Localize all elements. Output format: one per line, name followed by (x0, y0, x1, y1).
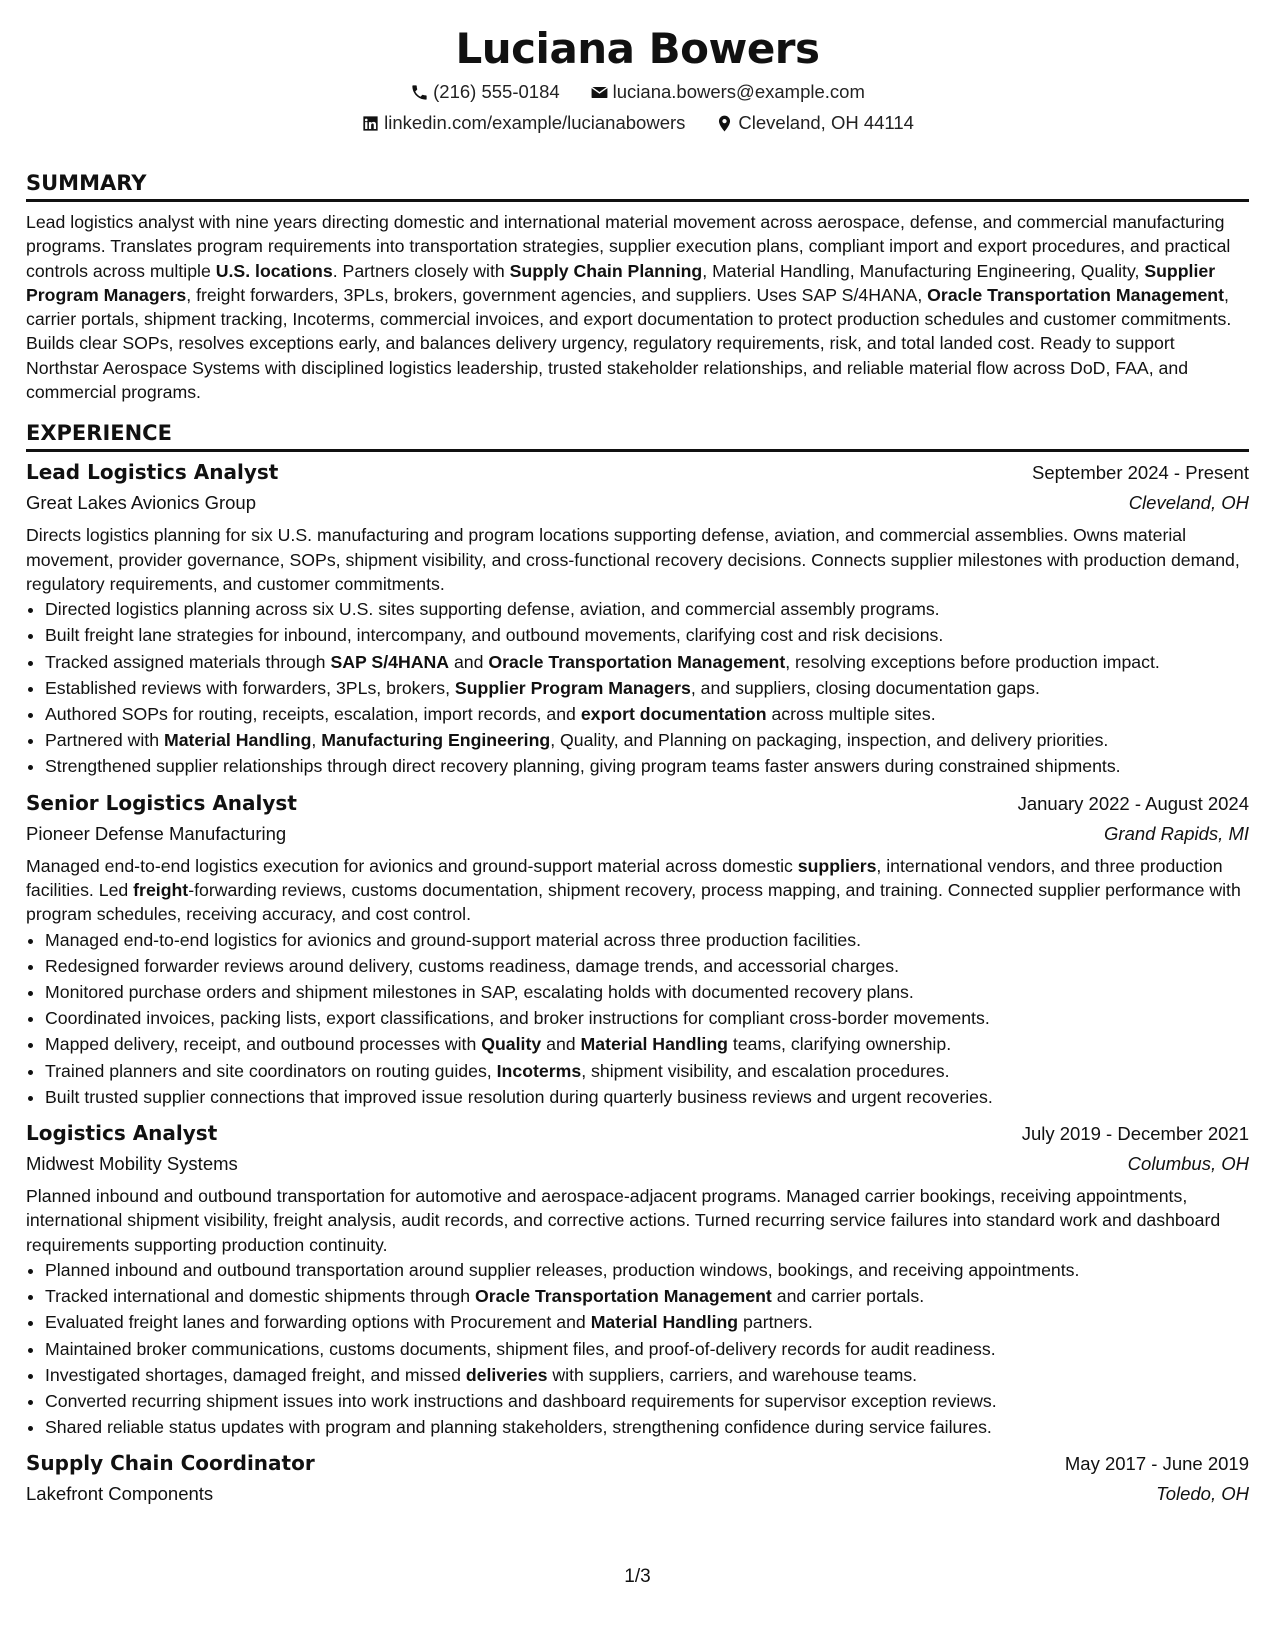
text-run: , and suppliers, closing documentation gaps. (690, 677, 1040, 698)
job-location: Cleveland, OH (1128, 492, 1249, 514)
bold-keyword: Material Handling (580, 1034, 728, 1055)
bold-keyword: Incoterms (496, 1060, 582, 1081)
location-contact (715, 112, 914, 134)
linkedin-icon (361, 114, 380, 133)
job-bullets (26, 1257, 1249, 1440)
text-run: Directed logistics planning across six U.S. sites supporting defense, aviation, and commercial assembly programs. (45, 599, 940, 620)
job-location: Grand Rapids, MI (1104, 822, 1249, 844)
company-name: Midwest Mobility Systems (26, 1153, 238, 1174)
text-run: Partnered with (45, 730, 164, 751)
text-run: Established reviews with forwarders, 3PLs, brokers, (45, 677, 455, 698)
bullet-item (45, 1058, 1249, 1084)
text-run: Evaluated freight lanes and forwarding options with Procurement and (45, 1312, 591, 1333)
bold-keyword: export documentation (580, 704, 767, 725)
text-run: Tracked assigned materials through (45, 651, 331, 672)
text-run: Managed end-to-end logistics execution for avionics and ground-support material across domestic (26, 855, 798, 876)
candidate-name: Luciana Bowers (455, 24, 820, 73)
text-run: Shared reliable status updates with program and planning stakeholders, strengthening confidence during service failures. (45, 1417, 992, 1438)
text-run: Redesigned forwarder reviews around delivery, customs readiness, damage trends, and accessorial charges. (45, 955, 900, 976)
bullet-item (45, 727, 1249, 753)
text-run: partners. (738, 1312, 813, 1333)
bold-keyword: Supply Chain Planning (509, 260, 703, 281)
text-run: , resolving exceptions before production impact. (785, 651, 1160, 672)
job-subheader (26, 1149, 1249, 1179)
bold-keyword: U.S. locations (215, 260, 333, 281)
bullet-item (45, 927, 1249, 953)
job-title: Supply Chain Coordinator (26, 1451, 315, 1476)
job-dates: January 2022 - August 2024 (1017, 792, 1249, 814)
envelope-icon (590, 83, 609, 102)
phone-icon (410, 83, 429, 102)
bullet-item (45, 622, 1249, 648)
job-subheader (26, 1479, 1249, 1509)
bold-keyword: Oracle Transportation Management (488, 651, 786, 672)
email-contact[interactable] (590, 81, 865, 103)
job-location: Toledo, OH (1156, 1483, 1249, 1505)
map-pin-icon (715, 114, 734, 133)
bold-keyword: Quality (481, 1034, 542, 1055)
text-run: , Quality, and Planning on packaging, inspection, and delivery priorities. (550, 730, 1109, 751)
text-run: , freight forwarders, 3PLs, brokers, government agencies, and suppliers. Uses SAP S/4HANA, (186, 284, 928, 305)
text-run: Tracked international and domestic shipments through (45, 1286, 475, 1307)
text-run: and carrier portals. (771, 1286, 925, 1307)
bullet-item (45, 1257, 1249, 1283)
text-run: and (449, 651, 489, 672)
job-entry (26, 788, 1249, 1110)
job-bullets (26, 927, 1249, 1110)
email-text[interactable]: luciana.bowers@example.com (612, 81, 865, 102)
text-run: Authored SOPs for routing, receipts, escalation, import records, and (45, 704, 581, 725)
text-run: Converted recurring shipment issues into work instructions and dashboard requirements for supervisor exception reviews. (45, 1390, 997, 1411)
bold-keyword: Supplier Program Managers (26, 260, 1216, 305)
job-header (26, 1118, 1249, 1149)
bullet-item (45, 675, 1249, 701)
bullet-item (45, 953, 1249, 979)
text-run: Built freight lane strategies for inbound, intercompany, and outbound movements, clarifying cost and risk decisions. (45, 625, 944, 646)
text-run: teams, clarifying ownership. (727, 1034, 952, 1055)
location-text: Cleveland, OH 44114 (738, 112, 914, 133)
text-run: -forwarding reviews, customs documentation, shipment recovery, process mapping, and training. Connected supplier performance with program schedules, receiving accuracy, and cost control. (26, 879, 1241, 925)
bold-keyword: suppliers (797, 855, 877, 876)
contact-row-2 (26, 112, 1249, 134)
bold-keyword: Material Handling (163, 730, 312, 751)
text-run: Investigated shortages, damaged freight, and missed (45, 1364, 466, 1385)
linkedin-contact[interactable] (361, 112, 685, 134)
phone-text: (216) 555-0184 (433, 81, 560, 102)
bullet-item (45, 1283, 1249, 1309)
bold-keyword: Oracle Transportation Management (927, 284, 1224, 305)
bullet-item (45, 979, 1249, 1005)
bullet-item (45, 596, 1249, 622)
bullet-item (45, 1084, 1249, 1110)
bullet-item (45, 1005, 1249, 1031)
bold-keyword: freight (133, 879, 189, 900)
bold-keyword: Manufacturing Engineering (321, 730, 551, 751)
text-run: , (311, 730, 322, 751)
text-run: Coordinated invoices, packing lists, export classifications, and broker instructions for compliant cross-border movements. (45, 1008, 990, 1029)
text-run: Trained planners and site coordinators on routing guides, (45, 1060, 497, 1081)
bullet-item (45, 1414, 1249, 1440)
summary-heading: SUMMARY (26, 169, 1249, 202)
bold-keyword: SAP S/4HANA (330, 651, 450, 672)
bullet-item (45, 1309, 1249, 1335)
job-dates: May 2017 - June 2019 (1064, 1453, 1249, 1475)
job-location: Columbus, OH (1127, 1153, 1249, 1174)
job-header (26, 788, 1249, 819)
text-run: Monitored purchase orders and shipment milestones in SAP, escalating holds with documented recovery plans. (45, 981, 914, 1002)
bold-keyword: Material Handling (590, 1312, 739, 1333)
bullet-item (45, 1031, 1249, 1057)
job-header (26, 457, 1249, 488)
text-run: Managed end-to-end logistics for avionics and ground-support material across three production facilities. (45, 929, 862, 950)
job-summary: Planned inbound and outbound transportation for automotive and aerospace-adjacent programs. Managed carrier bookings, receiving appointments, international shipment visibility, freight analysis, audit records, and corrective actions. Turned recurring service failures into standard work and dashboard requirements supporting production continuity. (26, 1186, 1221, 1255)
text-run: Maintained broker communications, customs documents, shipment files, and proof-of-delivery records for audit readiness. (45, 1338, 996, 1359)
bullet-item (45, 1336, 1249, 1362)
text-run: , Material Handling, Manufacturing Engineering, Quality, (702, 260, 1145, 281)
company-name: Great Lakes Avionics Group (26, 492, 257, 514)
job-title: Senior Logistics Analyst (26, 790, 297, 815)
job-dates: September 2024 - Present (1032, 462, 1249, 484)
bullet-item (45, 753, 1249, 779)
job-subheader (26, 488, 1249, 518)
job-summary (26, 854, 1249, 927)
company-name: Lakefront Components (26, 1483, 214, 1505)
company-name: Pioneer Defense Manufacturing (26, 822, 287, 844)
bullet-item (45, 1362, 1249, 1388)
job-header (26, 1448, 1249, 1479)
bold-keyword: deliveries (465, 1364, 548, 1385)
text-run: , carrier portals, shipment tracking, Incoterms, commercial invoices, and export documentation to protect production schedules and customer commitments. Builds clear SOPs, resolves exceptions early, and balances delivery urgency, regulatory requirements, risk, and total landed cost. Ready to support Northstar Aerospace Systems with disciplined logistics leadership, trusted stakeholder relationships, and reliable material flow across DoD, FAA, and commercial programs. (26, 284, 1232, 403)
job-title: Logistics Analyst (26, 1121, 218, 1145)
bullet-item (45, 1388, 1249, 1414)
text-run: across multiple sites. (766, 704, 936, 725)
job-subheader (26, 819, 1249, 849)
text-run: with suppliers, carriers, and warehouse teams. (547, 1364, 918, 1385)
experience-list (26, 457, 1249, 1509)
job-bullets (26, 596, 1249, 779)
text-run: Built trusted supplier connections that improved issue resolution during quarterly business reviews and urgent recoveries. (45, 1086, 993, 1107)
experience-heading: EXPERIENCE (26, 419, 1249, 452)
job-dates: July 2019 - December 2021 (1021, 1123, 1249, 1144)
text-run: Planned inbound and outbound transportation around supplier releases, production windows, bookings, and receiving appointments. (45, 1259, 1080, 1280)
phone-contact (410, 81, 560, 103)
job-entry (26, 1118, 1249, 1440)
page-number: 1/3 (624, 1566, 651, 1587)
text-run: , shipment visibility, and escalation procedures. (581, 1060, 950, 1081)
bullet-item (45, 649, 1249, 675)
text-run: Mapped delivery, receipt, and outbound processes with (45, 1034, 482, 1055)
summary-text (26, 210, 1249, 404)
linkedin-text[interactable]: linkedin.com/example/lucianabowers (384, 112, 686, 133)
job-entry (26, 457, 1249, 779)
contact-row-1 (26, 81, 1249, 103)
text-run: , international vendors, and three production facilities. Led (26, 855, 1223, 900)
job-title: Lead Logistics Analyst (26, 460, 279, 485)
text-run: and (541, 1034, 581, 1055)
job-entry (26, 1448, 1249, 1509)
job-summary: Directs logistics planning for six U.S. manufacturing and program locations supporting defense, aviation, and commercial assemblies. Owns material movement, provider governance, SOPs, shipment visibility, and cross-functional recovery decisions. Connects supplier milestones with production demand, regulatory requirements, and customer commitments. (26, 525, 1240, 594)
bold-keyword: Supplier Program Managers (454, 677, 691, 698)
text-run: Strengthened supplier relationships through direct recovery planning, giving program teams faster answers during constrained shipments. (45, 756, 1121, 777)
bold-keyword: Oracle Transportation Management (474, 1286, 772, 1307)
text-run: . Partners closely with (332, 260, 510, 281)
text-run: Lead logistics analyst with nine years directing domestic and international material movement across aerospace, defense, and commercial manufacturing programs. Translates program requirements into transportation strategies, supplier execution plans, compliant import and export procedures, and practical controls across multiple (26, 212, 1231, 281)
bullet-item (45, 701, 1249, 727)
